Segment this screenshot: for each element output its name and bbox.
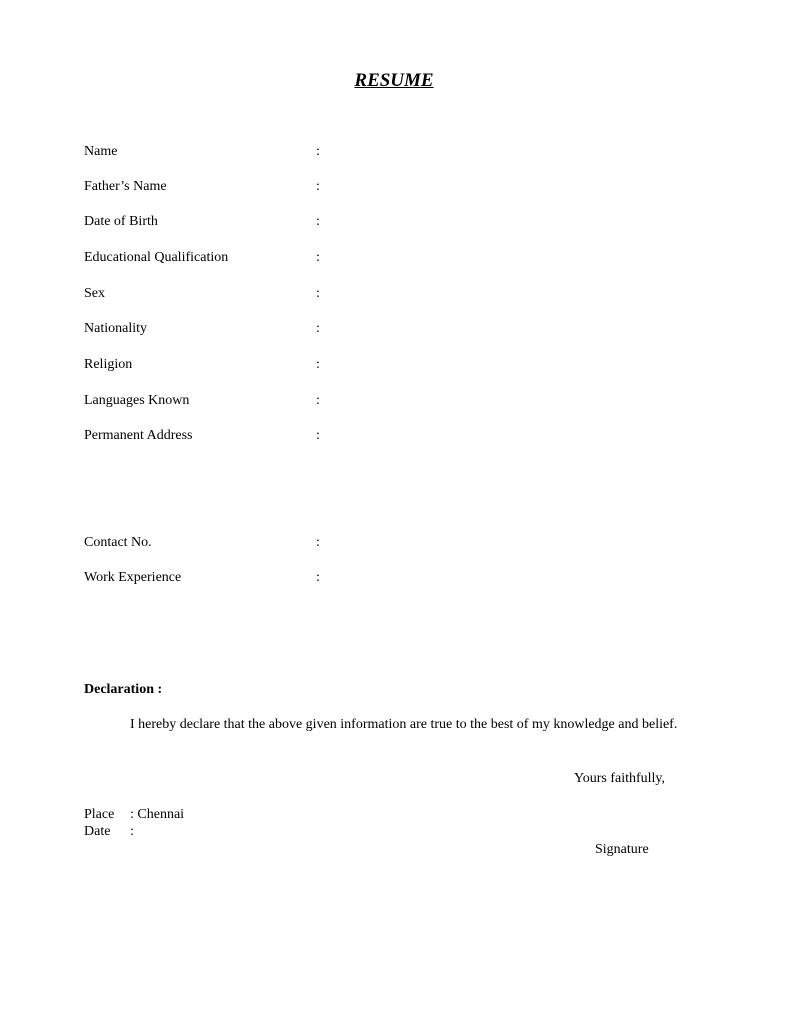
document-title: RESUME <box>354 70 434 91</box>
field-label-work-experience: Work Experience <box>84 570 182 585</box>
field-label-nationality: Nationality <box>84 321 147 336</box>
field-label-fathers-name: Father’s Name <box>84 179 167 194</box>
closing-salutation: Yours faithfully, <box>574 771 666 786</box>
field-separator: : <box>316 428 320 443</box>
field-separator: : <box>316 321 320 336</box>
place-label: Place <box>84 807 115 822</box>
declaration-text: I hereby declare that the above given information are true to the best of my knowledge and belief. <box>130 717 678 732</box>
field-separator: : <box>316 535 320 550</box>
field-label-educational-qualification: Educational Qualification <box>84 250 229 265</box>
date-label: Date <box>84 824 111 839</box>
declaration-heading: Declaration : <box>84 682 163 697</box>
field-label-languages-known: Languages Known <box>84 393 190 408</box>
field-separator: : <box>316 286 320 301</box>
date-value: : <box>130 824 134 839</box>
field-separator: : <box>316 357 320 372</box>
field-separator: : <box>316 250 320 265</box>
field-label-date-of-birth: Date of Birth <box>84 214 158 229</box>
field-label-sex: Sex <box>84 286 105 301</box>
field-separator: : <box>316 570 320 585</box>
field-separator: : <box>316 179 320 194</box>
signature-label: Signature <box>595 842 649 857</box>
place-value: : Chennai <box>130 807 185 822</box>
field-separator: : <box>316 144 320 159</box>
field-label-contact-no: Contact No. <box>84 535 152 550</box>
field-separator: : <box>316 214 320 229</box>
field-label-name: Name <box>84 144 118 159</box>
field-label-religion: Religion <box>84 357 133 372</box>
field-separator: : <box>316 393 320 408</box>
field-label-permanent-address: Permanent Address <box>84 428 193 443</box>
